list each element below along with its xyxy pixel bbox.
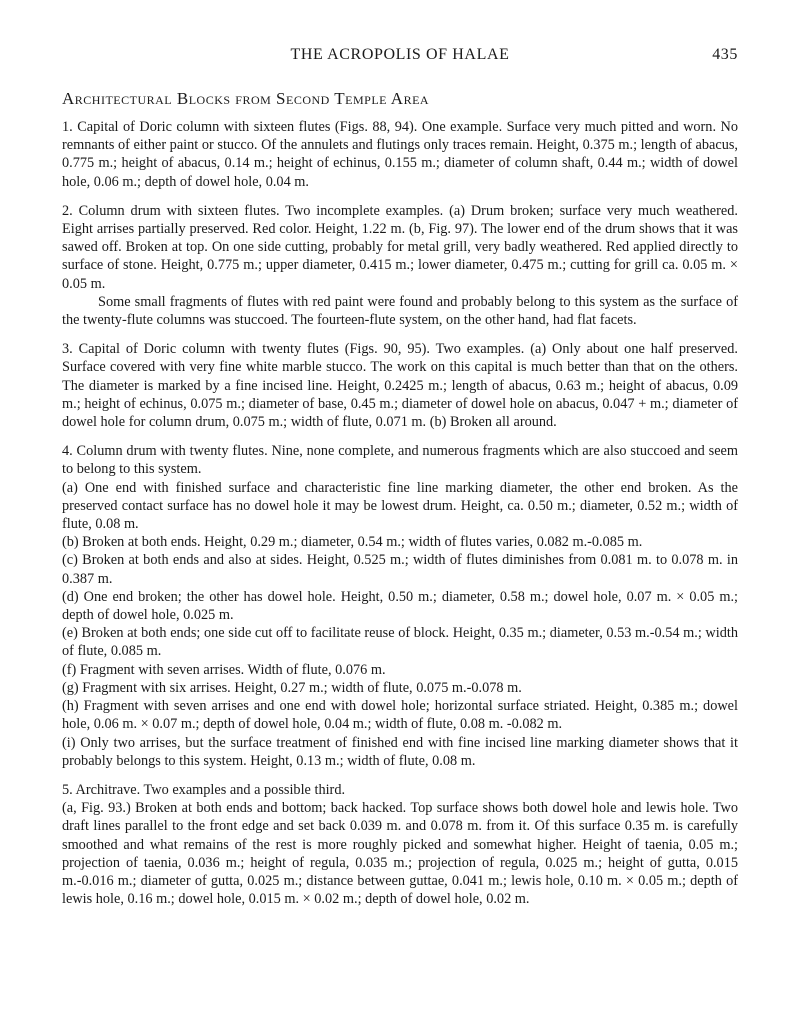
- entry-number: 2.: [62, 202, 73, 219]
- subitem-e: (e) Broken at both ends; one side cut off to facilitate reuse of block. Height, 0.35 m.; diameter, 0.53 m.-0.54 m.; width of flute, 0.085 m.: [62, 625, 738, 660]
- running-title: THE ACROPOLIS OF HALAE: [290, 46, 510, 63]
- entry-number: 5.: [62, 781, 73, 798]
- entry-text: Capital of Doric column with sixteen flutes (Figs. 88, 94). One example. Surface very much pitted and worn. No remnants of either paint or stucco. Of the annulets and flutings only traces remain. Height, 0.375 m.; length of abacus, 0.775 m.; height of abacus, 0.14 m.; height of echinus, 0.155 m.; diameter of column shaft, 0.44 m.; width of dowel hole, 0.06 m.; depth of dowel hole, 0.04 m.: [62, 119, 738, 190]
- entry-paragraph: [62, 340, 738, 431]
- entry-paragraph: [62, 781, 738, 799]
- subitem-c: (c) Broken at both ends and also at sides. Height, 0.525 m.; width of flutes diminishes from 0.081 m. to 0.078 m. in 0.387 m.: [62, 552, 738, 587]
- entry-3: [62, 340, 738, 431]
- subitem-a: (a, Fig. 93.) Broken at both ends and bottom; back hacked. Top surface shows both dowel hole and lewis hole. Two draft lines parallel to the front edge and set back 0.039 m. and 0.078 m. from it. Of this surface 0.35 m. is carefully smoothed and what remains of the rest is more roughly picked and somewhat higher. Height of taenia, 0.05 m.; projection of taenia, 0.036 m.; height of regula, 0.035 m.; projection of regula, 0.025 m.; height of gutta, 0.015 m.-0.016 m.; diameter of gutta, 0.025 m.; distance between guttae, 0.041 m.; lewis hole, 0.10 m. × 0.05 m.; depth of lewis hole, 0.16 m.; dowel hole, 0.015 m. × 0.02 m.; depth of dowel hole, 0.02 m.: [62, 800, 738, 908]
- entry-paragraph: Some small fragments of flutes with red paint were found and probably belong to this system as the surface of the twenty-flute columns was stuccoed. The fourteen-flute system, on the other hand, had flat facets.: [62, 293, 738, 329]
- subitem-a: (a) One end with finished surface and characteristic fine line marking diameter, the other end broken. As the preserved contact surface has no dowel hole it may be lowest drum. Height, ca. 0.50 m.; diameter, 0.52 m.; width of flute, 0.08 m.: [62, 479, 738, 533]
- page: [62, 0, 738, 1024]
- section-heading: Architectural Blocks from Second Temple Area: [62, 89, 430, 108]
- entry-text: Capital of Doric column with twenty flutes (Figs. 90, 95). Two examples. (a) Only about one half preserved. Surface covered with very fine white marble stucco. The work on this capital is much better than that on the others. The diameter is marked by a fine incised line. Height, 0.2425 m.; length of abacus, 0.63 m.; height of abacus, 0.09 m.; height of echinus, 0.075 m.; diameter of base, 0.45 m.; diameter of dowel hole on abacus, 0.047 + m.; diameter of dowel hole for column drum, 0.075 m.; width of flute, 0.071 m. (b) Broken all around.: [62, 341, 738, 431]
- running-head: [62, 46, 738, 68]
- entry-number: 1.: [62, 119, 73, 135]
- subitem-f: (f) Fragment with seven arrises. Width of flute, 0.076 m.: [62, 661, 386, 678]
- subitem-b: (b) Broken at both ends. Height, 0.29 m.; diameter, 0.54 m.; width of flutes varies, 0.082 m.-0.085 m.: [62, 534, 643, 551]
- entry-text: Column drum with sixteen flutes. Two incomplete examples. (a) Drum broken; surface very much weathered. Eight arrises partially preserved. Red color. Height, 1.22 m. (b, Fig. 97). The lower end of the drum shows that it was sawed off. Broken at top. On one side cutting, probably for metal grill, very badly weathered. Red applied directly to surface of stone. Height, 0.775 m.; upper diameter, 0.415 m.; lower diameter, 0.475 m.; cutting for grill ca. 0.05 m. × 0.05 m.: [62, 202, 738, 292]
- entry-5: [62, 781, 738, 908]
- entry-4: [62, 442, 738, 770]
- entry-number: 3.: [62, 341, 73, 358]
- entry-2: [62, 202, 738, 329]
- subitem-d: (d) One end broken; the other has dowel hole. Height, 0.50 m.; diameter, 0.58 m.; dowel hole, 0.07 m. × 0.05 m.; depth of dowel hole, 0.025 m.: [62, 588, 738, 624]
- entry-text: Architrave. Two examples and a possible third.: [75, 781, 346, 798]
- entry-paragraph: [62, 118, 738, 191]
- entry-1: [62, 118, 738, 191]
- subitem-h: (h) Fragment with seven arrises and one end with dowel hole; horizontal surface striated. Height, 0.385 m.; dowel hole, 0.06 m. × 0.07 m.; depth of dowel hole, 0.04 m.; width of flute, 0.08 m. -0.082 m.: [62, 698, 738, 733]
- entry-paragraph: [62, 202, 738, 293]
- entry-text: Column drum with twenty flutes. Nine, none complete, and numerous fragments which are also stuccoed and seem to belong to this system.: [62, 443, 739, 478]
- subitem-g: (g) Fragment with six arrises. Height, 0.27 m.; width of flute, 0.075 m.-0.078 m.: [62, 679, 522, 696]
- entry-paragraph: [62, 442, 738, 478]
- page-number: 435: [712, 46, 738, 63]
- entry-number: 4.: [62, 443, 73, 460]
- subitem-i: (i) Only two arrises, but the surface treatment of finished end with fine incised line marking diameter shows that it probably belongs to this system. Height, 0.13 m.; width of flute, 0.08 m.: [62, 734, 738, 769]
- body-text: [62, 118, 738, 919]
